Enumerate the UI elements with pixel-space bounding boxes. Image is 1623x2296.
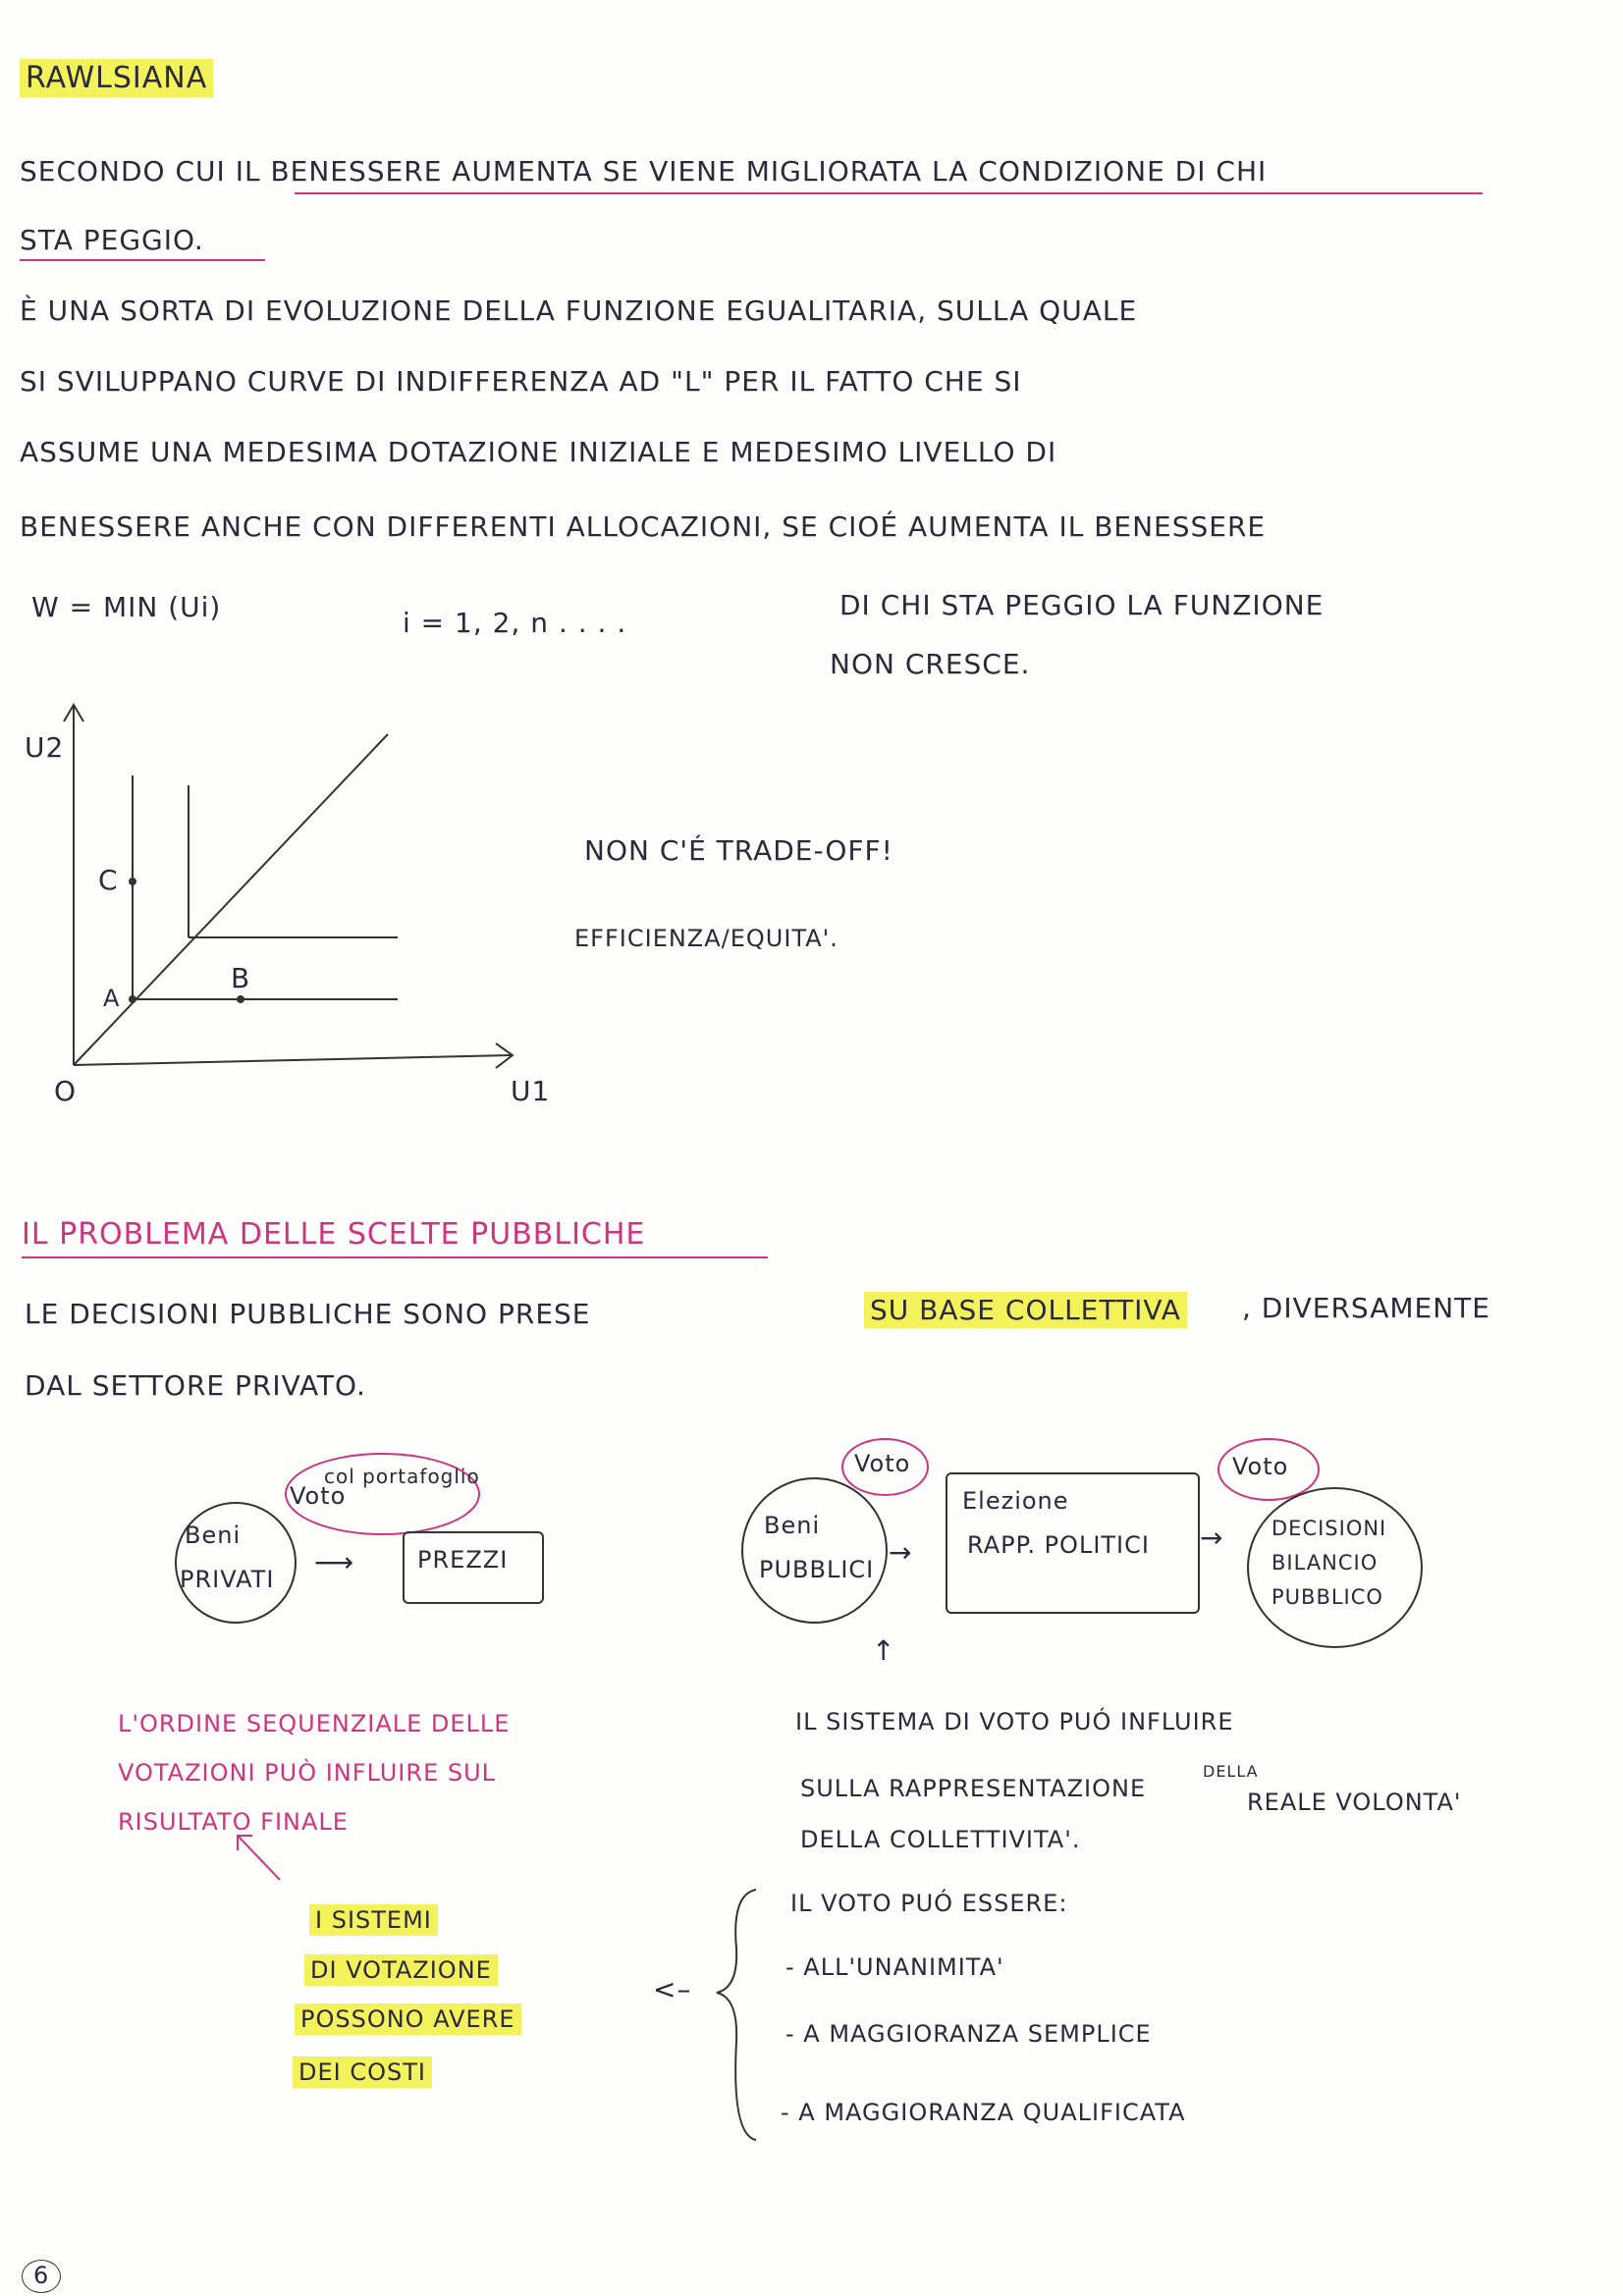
intro-line-6: BENESSERE ANCHE CON DIFFERENTI ALLOCAZIONI, SE CIOÉ AUMENTA IL BENESSERE: [20, 510, 1267, 543]
costs-note-3: POSSONO AVERE: [295, 2005, 521, 2033]
section2-line-1c: , DIVERSAMENTE: [1242, 1292, 1490, 1324]
vote-type-1: - ALL'UNANIMITA': [785, 1953, 1004, 1981]
point-a-label: A: [103, 985, 121, 1012]
order-note-2: VOTAZIONI PUÒ INFLUIRE SUL: [118, 1759, 497, 1787]
intro-line-1: SECONDO CUI IL BENESSERE AUMENTA SE VIENE MIGLIORATA LA CONDIZIONE DI CHI: [20, 155, 1268, 187]
private-goods-label-1: Beni: [185, 1522, 242, 1549]
public-goods-label-1: Beni: [764, 1512, 821, 1539]
decisions-label-2: BILANCIO: [1271, 1551, 1379, 1575]
public-arrow-1: →: [889, 1536, 913, 1569]
point-c-label: C: [98, 864, 119, 896]
election-label-2: RAPP. POLITICI: [967, 1531, 1150, 1559]
costs-note-2: DI VOTAZIONE: [304, 1956, 498, 1984]
note-right-2: NON CRESCE.: [830, 648, 1031, 680]
axis-x-label: U1: [511, 1075, 551, 1107]
section2-title: IL PROBLEMA DELLE SCELTE PUBBLICHE: [22, 1217, 646, 1252]
costs-note-4: DEI COSTI: [293, 2058, 432, 2086]
graph-note-1: NON C'É TRADE-OFF!: [584, 834, 893, 867]
vote-type-3: - A MAGGIORANZA QUALIFICATA: [781, 2099, 1186, 2126]
section2-line-1a: LE DECISIONI PUBBLICHE SONO PRESE: [25, 1298, 591, 1330]
section2-line-1b: SU BASE COLLETTIVA: [864, 1294, 1187, 1326]
system-note-3: DELLA COLLETTIVITA'.: [800, 1826, 1081, 1853]
wallet-vote-label-2: col portafoglio: [324, 1465, 480, 1488]
page-number: 6: [33, 2262, 50, 2289]
intro-line-5: ASSUME UNA MEDESIMA DOTAZIONE INIZIALE E MEDESIMO LIVELLO DI: [20, 436, 1057, 468]
graph-note-2: EFFICIENZA/EQUITA'.: [574, 925, 839, 952]
up-arrow: ↑: [872, 1634, 896, 1667]
note-right-1: DI CHI STA PEGGIO LA FUNZIONE: [839, 589, 1325, 621]
decisions-label-3: PUBBLICO: [1271, 1585, 1383, 1609]
formula-w: W = MIN (Ui): [31, 591, 222, 623]
intro-line-3: È UNA SORTA DI EVOLUZIONE DELLA FUNZIONE EGUALITARIA, SULLA QUALE: [20, 294, 1138, 327]
intro-line-2: STA PEGGIO.: [20, 224, 204, 256]
system-note-2c: REALE VOLONTA': [1247, 1789, 1462, 1816]
election-label-1: Elezione: [962, 1487, 1069, 1515]
system-note-2a: SULLA RAPPRESENTAZIONE: [800, 1775, 1147, 1802]
axis-y-label: U2: [25, 731, 65, 764]
page-title: RAWLSIANA: [20, 61, 213, 95]
costs-note-1: I SISTEMI: [309, 1906, 438, 1934]
prices-label: PREZZI: [417, 1546, 509, 1574]
private-arrow: ⟶: [314, 1546, 355, 1578]
formula-i: i = 1, 2, n . . . .: [403, 607, 627, 639]
vote-types-intro: IL VOTO PUÓ ESSERE:: [790, 1890, 1068, 1917]
origin-label: O: [54, 1075, 78, 1107]
decisions-label-1: DECISIONI: [1271, 1517, 1387, 1540]
system-note-1: IL SISTEMA DI VOTO PUÓ INFLUIRE: [795, 1708, 1234, 1735]
vote-label-1: Voto: [854, 1450, 911, 1477]
order-note-1: L'ORDINE SEQUENZIALE DELLE: [118, 1710, 511, 1737]
section2-line-2: DAL SETTORE PRIVATO.: [25, 1369, 366, 1402]
vote-type-2: - A MAGGIORANZA SEMPLICE: [785, 2020, 1152, 2048]
private-goods-label-2: PRIVATI: [180, 1566, 275, 1593]
left-arrow: <–: [653, 1973, 692, 2005]
wallet-vote-label-1: Voto: [290, 1482, 347, 1510]
system-note-2b: DELLA: [1203, 1762, 1259, 1781]
order-note-3: RISULTATO FINALE: [118, 1808, 349, 1836]
vote-label-2: Voto: [1232, 1453, 1289, 1480]
public-goods-label-2: PUBBLICI: [759, 1556, 875, 1583]
public-arrow-2: →: [1200, 1522, 1224, 1554]
point-b-label: B: [231, 962, 251, 994]
intro-line-4: SI SVILUPPANO CURVE DI INDIFFERENZA AD "L" PER IL FATTO CHE SI: [20, 365, 1022, 398]
